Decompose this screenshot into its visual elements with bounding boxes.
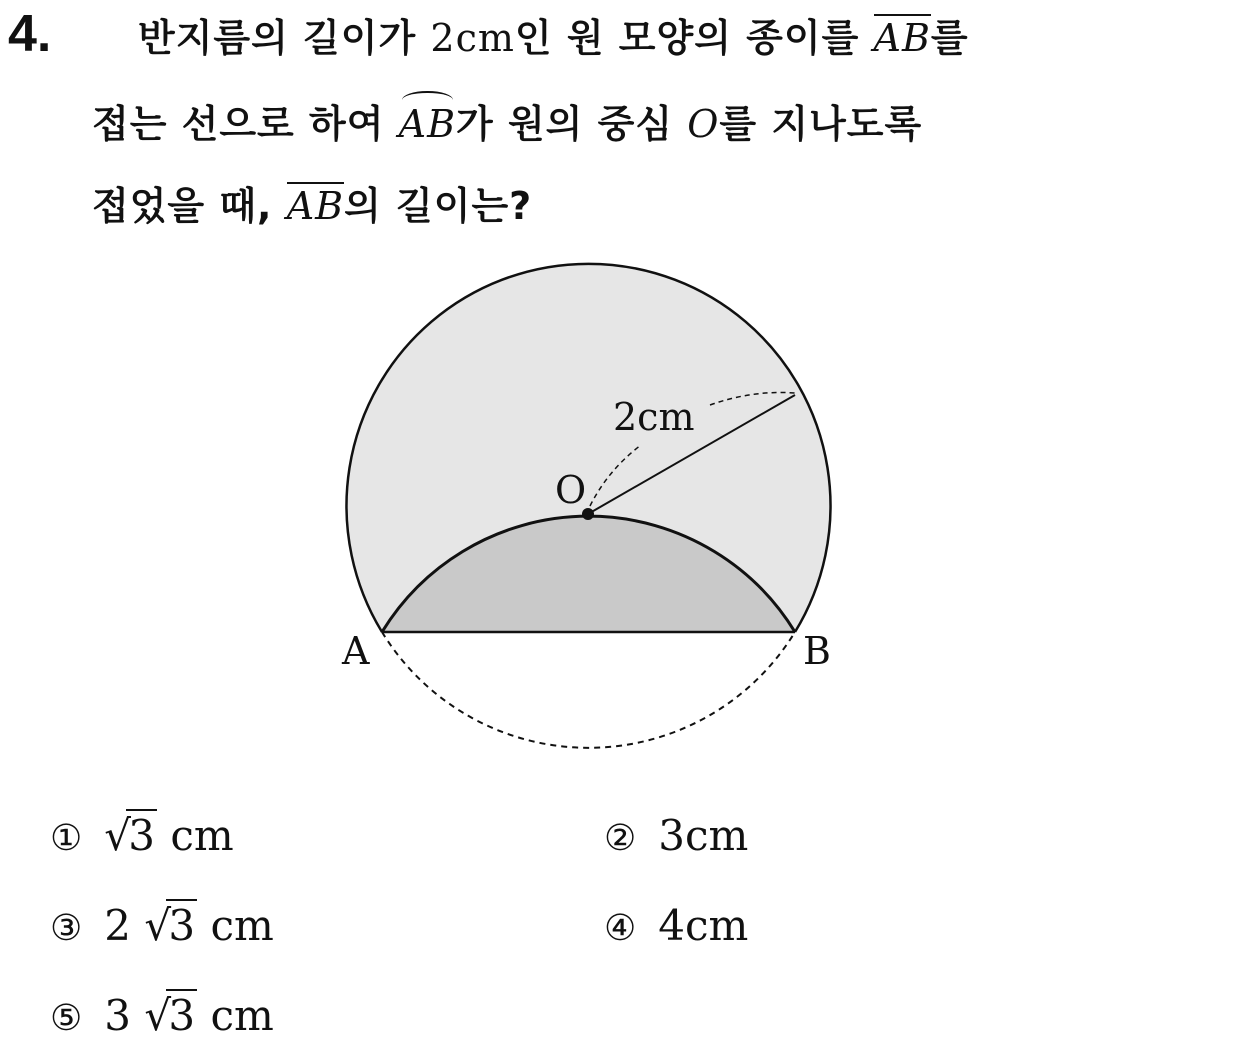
choice-2[interactable] xyxy=(604,808,748,867)
radicand: 3 xyxy=(128,811,156,860)
question-text: 인 원 모양의 종이를 xyxy=(514,16,874,60)
center-o: O xyxy=(687,102,720,146)
radicand: 3 xyxy=(168,991,196,1040)
question-text: 를 xyxy=(930,16,969,60)
choice-unit: cm xyxy=(210,991,274,1040)
radicand: 3 xyxy=(168,901,196,950)
radical-sign-icon: √ xyxy=(104,811,132,860)
radical-sign-icon: √ xyxy=(144,901,172,950)
segment-ab: AB xyxy=(286,184,345,228)
choice-number: ④ xyxy=(604,908,637,949)
question-text: 의 길이는? xyxy=(344,184,533,228)
question-text: 접는 선으로 하여 xyxy=(92,102,399,146)
choice-value: 4 xyxy=(658,901,686,950)
choice-unit: cm xyxy=(685,901,749,950)
radical-sign-icon: √ xyxy=(144,991,172,1040)
original-arc-dashed xyxy=(382,632,795,748)
choice-value: 3 xyxy=(658,811,686,860)
radical xyxy=(144,988,197,1044)
choice-unit: cm xyxy=(210,901,274,950)
choice-number: ① xyxy=(50,818,83,859)
choice-number: ③ xyxy=(50,908,83,949)
choice-4[interactable] xyxy=(604,898,748,957)
choice-number: ② xyxy=(604,818,637,859)
question-text: 반지름의 길이가 xyxy=(138,16,431,60)
choice-unit: cm xyxy=(685,811,749,860)
choice-coefficient: 3 xyxy=(104,991,132,1040)
radius-value: 2cm xyxy=(430,16,515,60)
question-text: 가 원의 중심 xyxy=(456,102,688,146)
choice-coefficient: 2 xyxy=(104,901,132,950)
radius-label: 2cm xyxy=(613,395,695,439)
choice-3[interactable] xyxy=(50,898,274,957)
choice-unit: cm xyxy=(170,811,234,860)
radical xyxy=(104,808,157,864)
point-a-label: A xyxy=(342,629,370,673)
question-text: 접었을 때, xyxy=(92,184,287,228)
choice-number: ⑤ xyxy=(50,998,83,1039)
choice-1[interactable] xyxy=(50,808,234,867)
choice-5[interactable] xyxy=(50,988,274,1047)
point-b-label: B xyxy=(803,629,831,673)
question-number: 4. xyxy=(8,5,52,63)
center-label: O xyxy=(555,468,587,512)
question-text: 를 지나도록 xyxy=(719,102,923,146)
arc-ab: AB xyxy=(399,98,456,150)
radical xyxy=(144,898,197,954)
segment-ab: AB xyxy=(873,16,931,60)
